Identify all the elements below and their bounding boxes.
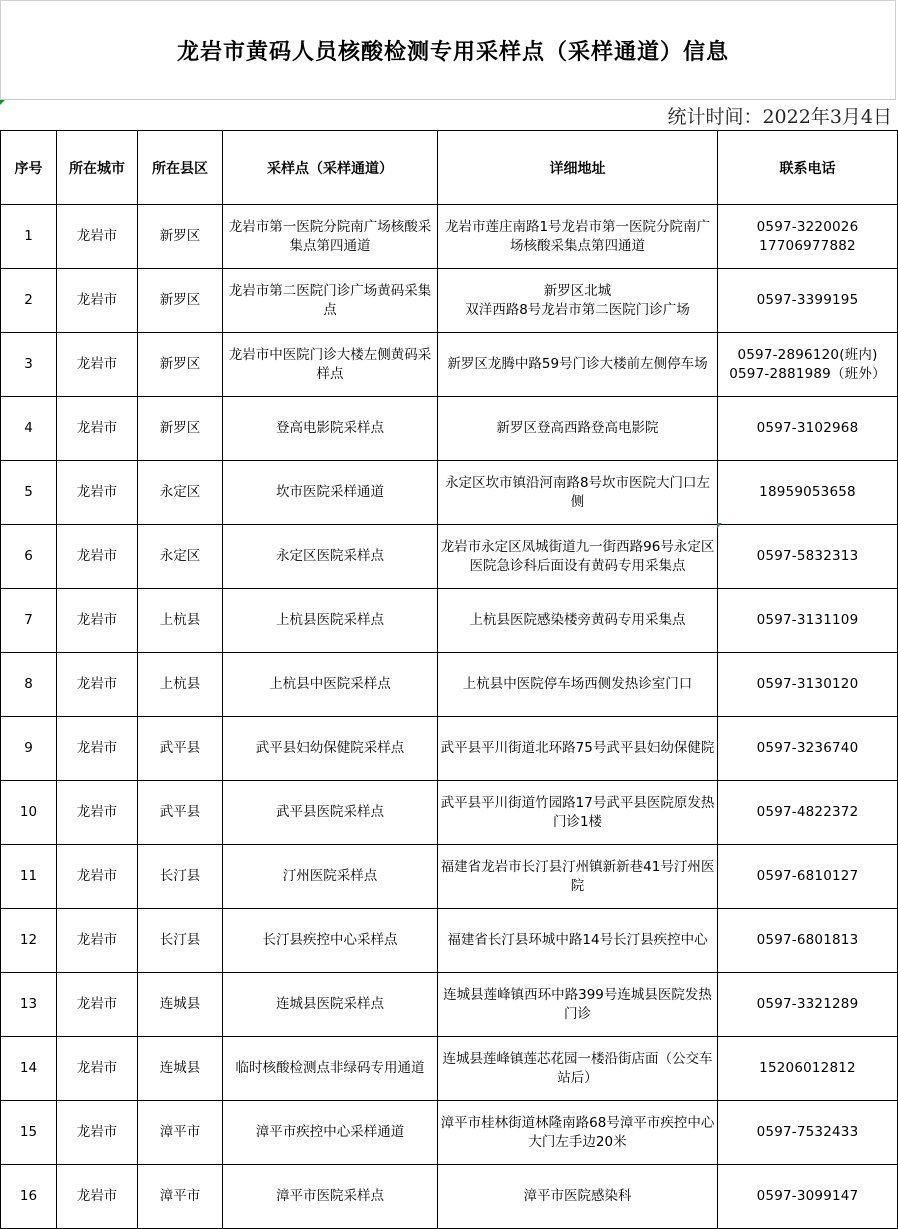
cell-seq: 8 xyxy=(1,653,57,717)
table-row xyxy=(1,333,898,397)
cell-city: 龙岩市 xyxy=(57,973,138,1037)
sampling-sites-table xyxy=(0,130,898,1229)
cell-phone xyxy=(718,269,898,333)
cell-seq: 15 xyxy=(1,1101,57,1165)
cell-seq: 14 xyxy=(1,1037,57,1101)
cell-district: 长汀县 xyxy=(138,909,223,973)
cell-phone xyxy=(718,333,898,397)
phone-number: 0597-2896120(班内) xyxy=(737,346,878,363)
table-row xyxy=(1,909,898,973)
cell-site: 汀州医院采样点 xyxy=(223,845,438,909)
cell-phone xyxy=(718,589,898,653)
phone-number: 0597-3399195 xyxy=(756,292,859,308)
cell-city: 龙岩市 xyxy=(57,845,138,909)
phone-number: 0597-6810127 xyxy=(756,868,859,884)
cell-seq: 6 xyxy=(1,525,57,589)
cell-address xyxy=(438,653,718,717)
cell-city: 龙岩市 xyxy=(57,589,138,653)
table-header-row xyxy=(1,131,898,205)
cell-site: 坎市医院采样通道 xyxy=(223,461,438,525)
cell-city: 龙岩市 xyxy=(57,205,138,269)
cell-phone xyxy=(718,1101,898,1165)
cell-phone xyxy=(718,525,898,589)
address-line: 新罗区北城 xyxy=(543,282,612,299)
table-row xyxy=(1,397,898,461)
cell-address xyxy=(438,909,718,973)
cell-phone xyxy=(718,973,898,1037)
cell-seq: 12 xyxy=(1,909,57,973)
cell-seq: 7 xyxy=(1,589,57,653)
phone-number: 0597-3236740 xyxy=(756,740,859,756)
phone-number: 18959053658 xyxy=(759,484,856,500)
cell-address xyxy=(438,205,718,269)
cell-seq: 11 xyxy=(1,845,57,909)
table-row xyxy=(1,653,898,717)
cell-site: 龙岩市第一医院分院南广场核酸采集点第四通道 xyxy=(223,205,438,269)
address-line: 新罗区登高西路登高电影院 xyxy=(496,420,659,436)
cell-city: 龙岩市 xyxy=(57,717,138,781)
table-row xyxy=(1,717,898,781)
cell-city: 龙岩市 xyxy=(57,1101,138,1165)
cell-city: 龙岩市 xyxy=(57,461,138,525)
cell-district: 永定区 xyxy=(138,461,223,525)
header-city: 所在城市 xyxy=(57,131,138,205)
address-line: 福建省龙岩市长汀县汀州镇新新巷41号汀州医院 xyxy=(440,858,715,894)
cell-phone xyxy=(718,205,898,269)
cell-district: 长汀县 xyxy=(138,845,223,909)
phone-number: 0597-3130120 xyxy=(756,676,859,692)
cell-site: 长汀县疾控中心采样点 xyxy=(223,909,438,973)
table-row xyxy=(1,1037,898,1101)
cell-site: 登高电影院采样点 xyxy=(223,397,438,461)
cell-district: 漳平市 xyxy=(138,1101,223,1165)
cell-district: 连城县 xyxy=(138,1037,223,1101)
phone-number: 0597-7532433 xyxy=(756,1124,859,1140)
cell-district: 漳平市 xyxy=(138,1165,223,1229)
cell-district: 新罗区 xyxy=(138,333,223,397)
cell-site: 临时核酸检测点非绿码专用通道 xyxy=(223,1037,438,1101)
phone-number: 0597-2881989（班外） xyxy=(729,365,886,382)
phone-number: 0597-5832313 xyxy=(756,548,859,564)
cell-address xyxy=(438,973,718,1037)
table-body xyxy=(1,205,898,1229)
cell-city: 龙岩市 xyxy=(57,1165,138,1229)
address-line: 武平县平川街道北环路75号武平县妇幼保健院 xyxy=(440,740,715,756)
table-row xyxy=(1,781,898,845)
cell-site: 上杭县医院采样点 xyxy=(223,589,438,653)
cell-address xyxy=(438,1037,718,1101)
cell-site: 上杭县中医院采样点 xyxy=(223,653,438,717)
phone-number: 0597-3321289 xyxy=(756,996,859,1012)
table-row xyxy=(1,845,898,909)
cell-city: 龙岩市 xyxy=(57,269,138,333)
table-row xyxy=(1,589,898,653)
cell-site: 武平县妇幼保健院采样点 xyxy=(223,717,438,781)
cell-seq: 5 xyxy=(1,461,57,525)
cell-district: 武平县 xyxy=(138,781,223,845)
table-row xyxy=(1,973,898,1037)
header-phone: 联系电话 xyxy=(718,131,898,205)
phone-number: 17706977882 xyxy=(759,237,856,254)
cell-address xyxy=(438,461,718,525)
cell-address xyxy=(438,589,718,653)
cell-city: 龙岩市 xyxy=(57,525,138,589)
phone-number: 0597-3099147 xyxy=(756,1188,859,1204)
cell-city: 龙岩市 xyxy=(57,333,138,397)
table-row xyxy=(1,205,898,269)
cell-address xyxy=(438,781,718,845)
cell-address xyxy=(438,845,718,909)
address-line: 连城县莲峰镇西环中路399号连城县医院发热门诊 xyxy=(443,986,712,1022)
stat-time: 统计时间：2022年3月4日 xyxy=(667,106,892,128)
cell-district: 新罗区 xyxy=(138,269,223,333)
cell-phone xyxy=(718,1165,898,1229)
cell-district: 上杭县 xyxy=(138,589,223,653)
cell-phone xyxy=(718,397,898,461)
table-row xyxy=(1,269,898,333)
address-line: 上杭县中医院停车场西侧发热诊室门口 xyxy=(462,676,693,692)
cell-address xyxy=(438,525,718,589)
cell-district: 上杭县 xyxy=(138,653,223,717)
phone-number: 0597-3102968 xyxy=(756,420,859,436)
address-line: 连城县莲峰镇莲芯花园一楼沿街店面（公交车站后） xyxy=(442,1050,713,1086)
cell-address xyxy=(438,717,718,781)
phone-number: 0597-3220026 xyxy=(756,218,859,235)
cell-district: 新罗区 xyxy=(138,397,223,461)
cell-phone xyxy=(718,909,898,973)
cell-district: 永定区 xyxy=(138,525,223,589)
cell-phone xyxy=(718,781,898,845)
header-site: 采样点（采样通道） xyxy=(223,131,438,205)
cell-site: 龙岩市第二医院门诊广场黄码采集点 xyxy=(223,269,438,333)
cell-site: 龙岩市中医院门诊大楼左侧黄码采样点 xyxy=(223,333,438,397)
address-line: 龙岩市莲庄南路1号龙岩市第一医院分院南广场核酸采集点第四通道 xyxy=(444,218,711,254)
cell-address xyxy=(438,1165,718,1229)
address-line: 双洋西路8号龙岩市第二医院门诊广场 xyxy=(465,301,690,318)
address-line: 龙岩市永定区凤城街道九一街西路96号永定区医院急诊科后面设有黄码专用采集点 xyxy=(440,538,715,574)
phone-number: 0597-3131109 xyxy=(756,612,859,628)
table-row xyxy=(1,1101,898,1165)
cell-site: 永定区医院采样点 xyxy=(223,525,438,589)
address-line: 福建省长汀县环城中路14号长汀县疾控中心 xyxy=(447,932,708,948)
table-row xyxy=(1,1165,898,1229)
cell-seq: 10 xyxy=(1,781,57,845)
cell-phone xyxy=(718,717,898,781)
cell-seq: 1 xyxy=(1,205,57,269)
cell-address xyxy=(438,333,718,397)
cell-phone xyxy=(718,653,898,717)
address-line: 新罗区龙腾中路59号门诊大楼前左侧停车场 xyxy=(447,356,708,372)
cell-district: 武平县 xyxy=(138,717,223,781)
cell-site: 漳平市疾控中心采样通道 xyxy=(223,1101,438,1165)
cell-district: 连城县 xyxy=(138,973,223,1037)
cell-city: 龙岩市 xyxy=(57,909,138,973)
cell-site: 武平县医院采样点 xyxy=(223,781,438,845)
phone-number: 0597-6801813 xyxy=(756,932,859,948)
cell-phone xyxy=(718,1037,898,1101)
header-district: 所在县区 xyxy=(138,131,223,205)
header-address: 详细地址 xyxy=(438,131,718,205)
stat-time-row xyxy=(0,101,896,130)
cell-district: 新罗区 xyxy=(138,205,223,269)
cell-address xyxy=(438,397,718,461)
table-row xyxy=(1,461,898,525)
cell-comment-marker xyxy=(717,523,722,528)
cell-address xyxy=(438,1101,718,1165)
cell-phone xyxy=(718,461,898,525)
cell-seq: 9 xyxy=(1,717,57,781)
phone-number: 0597-4822372 xyxy=(756,804,859,820)
cell-city: 龙岩市 xyxy=(57,653,138,717)
address-line: 漳平市医院感染科 xyxy=(523,1188,632,1204)
cell-seq: 3 xyxy=(1,333,57,397)
header-seq: 序号 xyxy=(1,131,57,205)
address-line: 漳平市桂林街道林隆南路68号漳平市疾控中心大门左手边20米 xyxy=(440,1114,715,1150)
address-line: 永定区坎市镇沿河南路8号坎市医院大门口左侧 xyxy=(444,474,711,510)
cell-city: 龙岩市 xyxy=(57,397,138,461)
page-title: 龙岩市黄码人员核酸检测专用采样点（采样通道）信息 xyxy=(176,38,729,65)
title-bar xyxy=(0,0,896,100)
address-line: 武平县平川街道竹园路17号武平县医院原发热门诊1楼 xyxy=(440,794,715,830)
phone-number: 15206012812 xyxy=(759,1060,856,1076)
cell-seq: 4 xyxy=(1,397,57,461)
cell-seq: 2 xyxy=(1,269,57,333)
cell-city: 龙岩市 xyxy=(57,1037,138,1101)
cell-city: 龙岩市 xyxy=(57,781,138,845)
cell-seq: 16 xyxy=(1,1165,57,1229)
cell-address xyxy=(438,269,718,333)
cell-site: 漳平市医院采样点 xyxy=(223,1165,438,1229)
cell-seq: 13 xyxy=(1,973,57,1037)
cell-phone xyxy=(718,845,898,909)
cell-site: 连城县医院采样点 xyxy=(223,973,438,1037)
table-row xyxy=(1,525,898,589)
address-line: 上杭县医院感染楼旁黄码专用采集点 xyxy=(469,612,686,628)
